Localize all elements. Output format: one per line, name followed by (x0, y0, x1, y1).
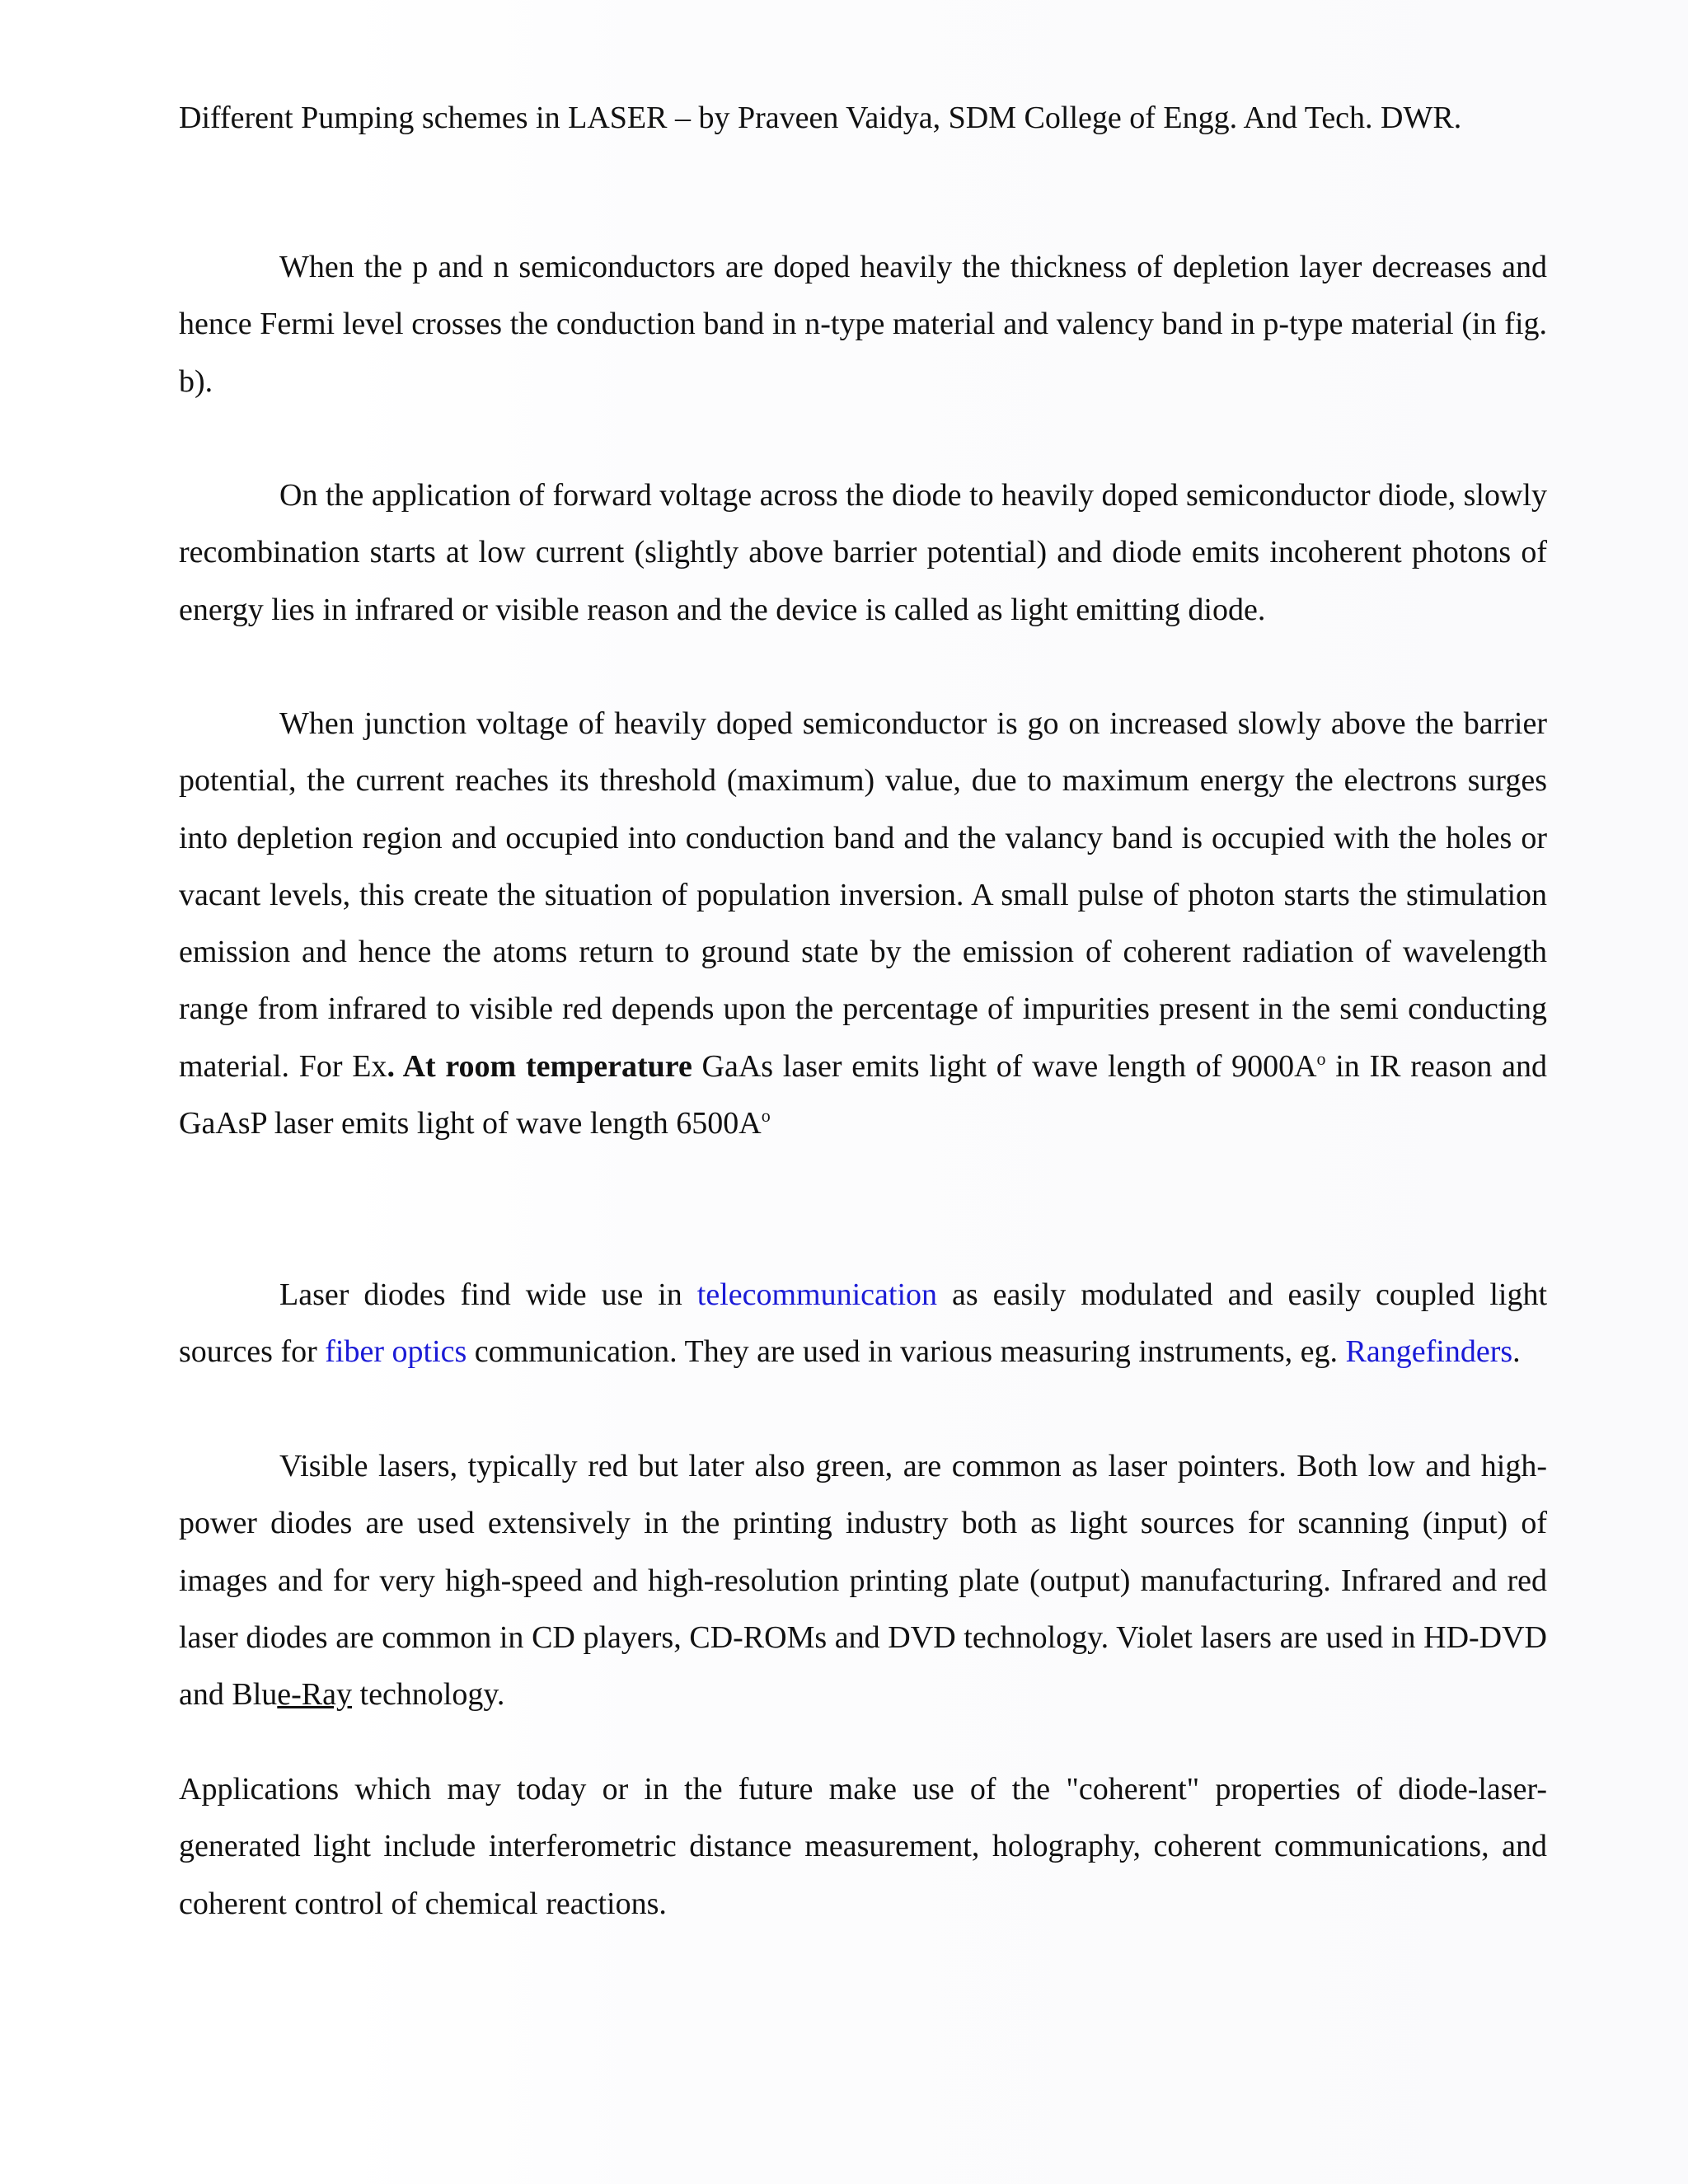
link-telecommunication[interactable]: telecommunication (696, 1277, 937, 1312)
paragraph-led-operation: On the application of forward voltage across the diode to heavily doped semiconductor diode, slowly recombination starts at low current (slightly above barrier potential) and diode emits incoherent photons of energy lies in infrared or visible reason and the device is called as light emitting diode. (179, 478, 1547, 627)
p5-underlined-text: e-Ray (277, 1677, 353, 1713)
p3-bold-phrase: . At room temperature (387, 1048, 692, 1084)
p4-text-b: as easily modulated and easily coupled light sources for (179, 1277, 1548, 1370)
paragraph-visible-lasers (179, 1438, 1547, 1723)
paragraph-population-inversion (179, 696, 1547, 1152)
p5-text-a: Visible lasers, typically red but later also green, are common as laser pointers. Both low and high-power diodes are used extensively in the printing industry both as light sources for scanning (input) of images and for very high-speed and high-resolution printing plate (output) manufacturing. Infrared and red laser diodes are common in CD players, CD-ROMs and DVD technology. Violet lasers are used in HD-DVD and Blu (179, 1449, 1547, 1713)
p3-text-b: GaAs laser emits light of wave length of 9000A (692, 1048, 1317, 1084)
p3-text-a: When junction voltage of heavily doped semiconductor is go on increased slowly above the barrier potential, the current reaches its threshold (maximum) value, due to maximum energy the electrons surges into depletion region and occupied into conduction band and the valancy band is occupied with the holes or vacant levels, this create the situation of population inversion. A small pulse of photon starts the stimulation emission and hence the atoms return to ground state by the emission of coherent radiation of wavelength range from infrared to visible red depends upon the percentage of impurities present in the semi conducting material. For Ex (179, 706, 1547, 1084)
p4-text-c: communication. They are used in various measuring instruments, eg. (467, 1334, 1346, 1370)
p5-text-b: technology. (352, 1677, 505, 1713)
paragraph-coherent-applications: Applications which may today or in the future make use of the "coherent" properties of diode-laser-generated light include interferometric distance measurement, holography, coherent communications, and coherent control of chemical reactions. (179, 1772, 1547, 1921)
p4-text-a: Laser diodes find wide use in (279, 1277, 697, 1312)
p4-text-d: . (1512, 1334, 1521, 1370)
paragraph-depletion-layer: When the p and n semiconductors are doped heavily the thickness of depletion layer decreases and hence Fermi level crosses the conduction band in n-type material and valency band in p-type material (in fig. b). (179, 250, 1547, 399)
link-fiber-optics[interactable]: fiber optics (325, 1334, 467, 1370)
paragraph-laser-diode-uses (179, 1267, 1547, 1381)
page-header: Different Pumping schemes in LASER – by Praveen Vaidya, SDM College of Engg. And Tech. DWR. (179, 101, 1462, 135)
p3-text-c: in IR reason and GaAsP laser emits light of wave length 6500A (179, 1048, 1548, 1141)
p3-degree-mark-1: o (1316, 1047, 1326, 1069)
link-rangefinders[interactable]: Rangefinders (1345, 1334, 1513, 1370)
p3-degree-mark-2: o (761, 1105, 771, 1127)
